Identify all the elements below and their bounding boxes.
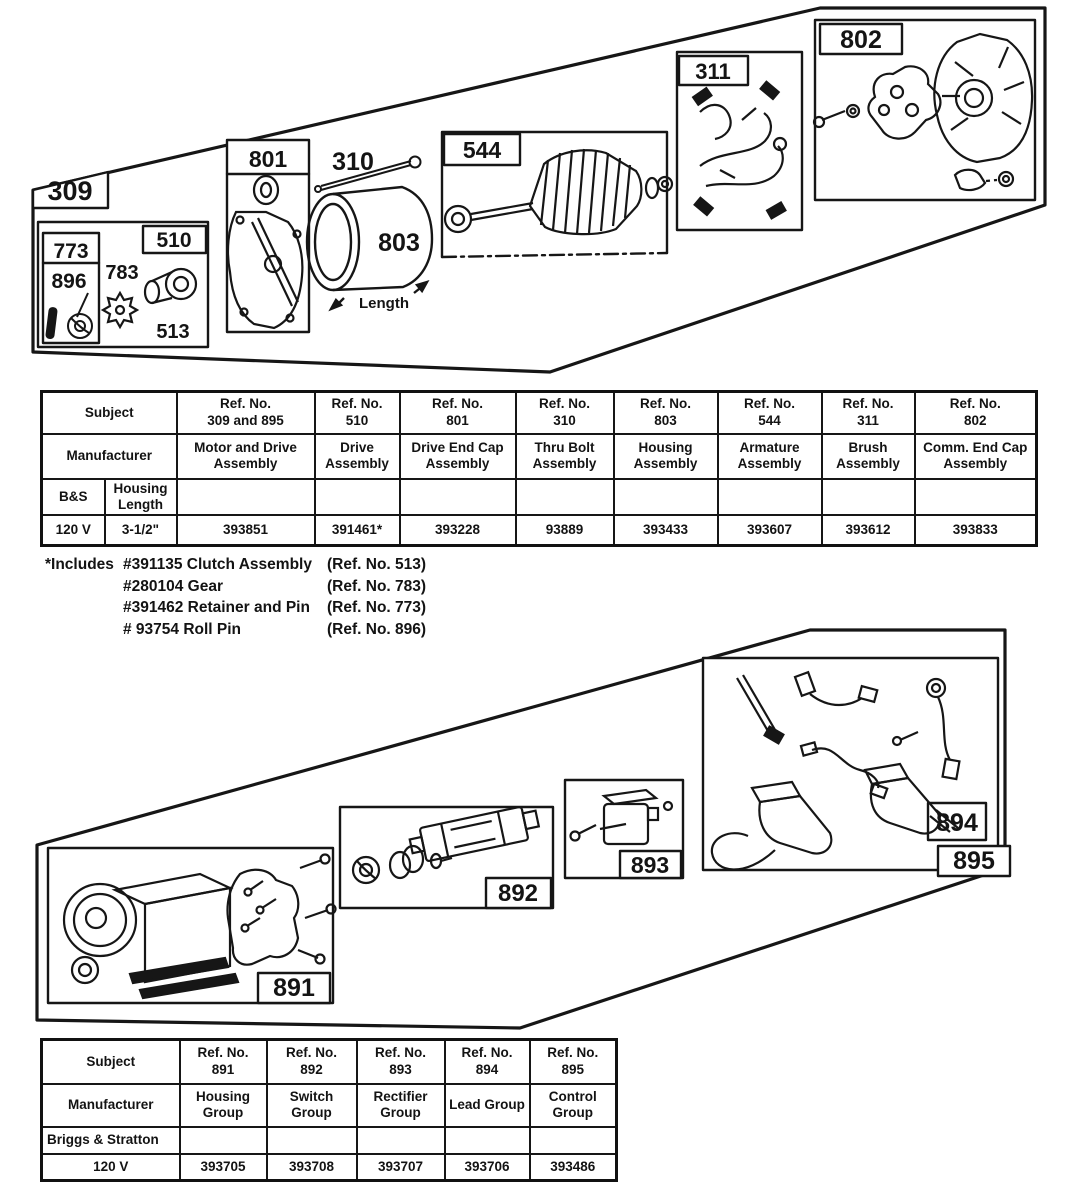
footnote-ref: (Ref. No. 783) xyxy=(327,577,427,595)
t2-empty-cell xyxy=(267,1127,357,1154)
footnote-lead xyxy=(45,597,123,619)
part-label-891: 891 xyxy=(273,974,315,1002)
t1-empty-cell xyxy=(614,479,718,516)
t1-ref-309: Ref. No. 309 and 895 xyxy=(177,392,315,434)
t2-part-number: 393708 xyxy=(267,1154,357,1181)
footnote-item: #391135 Clutch Assembly xyxy=(123,556,312,573)
part-label-510: 510 xyxy=(156,229,192,252)
part-label-895: 895 xyxy=(953,847,995,875)
t2-empty-cell xyxy=(530,1127,617,1154)
starter-motor-exploded-diagram xyxy=(0,0,1070,385)
t2-manufacturer-header: Manufacturer xyxy=(42,1084,180,1127)
t2-name-housing: Housing Group xyxy=(180,1084,267,1127)
t2-voltage-cell: 120 V xyxy=(42,1154,180,1181)
t1-part-number: 393433 xyxy=(614,515,718,545)
part-label-309: 309 xyxy=(47,176,93,206)
t1-empty-cell xyxy=(915,479,1037,516)
t2-part-number: 393707 xyxy=(357,1154,445,1181)
t1-ref-802: Ref. No. 802 xyxy=(915,392,1037,434)
t2-ref-895: Ref. No. 895 xyxy=(530,1040,617,1084)
t1-empty-cell xyxy=(177,479,315,516)
part-label-773: 773 xyxy=(53,240,89,263)
footnote-ref: (Ref. No. 773) xyxy=(327,599,427,616)
t1-part-number: 393833 xyxy=(915,515,1037,545)
t1-ref-310: Ref. No. 310 xyxy=(516,392,614,434)
t1-part-number: 393607 xyxy=(718,515,822,545)
t1-empty-cell xyxy=(315,479,400,516)
t2-ref-893: Ref. No. 893 xyxy=(357,1040,445,1084)
t1-empty-cell xyxy=(400,479,516,516)
footnote-item: #280104 Gear xyxy=(123,577,223,595)
part-label-513: 513 xyxy=(156,321,190,343)
t2-ref-891: Ref. No. 891 xyxy=(180,1040,267,1084)
footnote-lead: *Includes xyxy=(45,556,114,573)
t1-name-brush: Brush Assembly xyxy=(822,434,915,479)
part-label-311: 311 xyxy=(695,59,731,84)
footnote-ref: (Ref. No. 896) xyxy=(327,620,427,638)
t1-part-number: 393851 xyxy=(177,515,315,545)
part-label-803: 803 xyxy=(378,229,420,257)
part-label-802: 802 xyxy=(840,26,882,54)
part-label-892: 892 xyxy=(497,880,539,907)
footnote-lead xyxy=(45,576,123,598)
t2-part-number: 393705 xyxy=(180,1154,267,1181)
t2-ref-892: Ref. No. 892 xyxy=(267,1040,357,1084)
part-label-896: 896 xyxy=(51,270,87,293)
length-annotation: Length xyxy=(359,295,409,312)
part-label-544: 544 xyxy=(462,137,502,163)
t1-ref-544: Ref. No. 544 xyxy=(718,392,822,434)
t2-subject-header: Subject xyxy=(42,1040,180,1084)
t1-name-drive-end-cap: Drive End Cap Assembly xyxy=(400,434,516,479)
t2-name-rectifier: Rectifier Group xyxy=(357,1084,445,1127)
t1-subject-header: Subject xyxy=(42,392,177,434)
t2-empty-cell xyxy=(445,1127,530,1154)
t2-name-switch: Switch Group xyxy=(267,1084,357,1127)
starter-parts-table xyxy=(40,390,1038,547)
t2-name-lead: Lead Group xyxy=(445,1084,530,1127)
t1-part-number: 93889 xyxy=(516,515,614,545)
t1-length-value-cell: 3-1/2" xyxy=(105,515,177,545)
roll-pin-and-retainer-parts xyxy=(46,293,92,338)
part-label-894: 894 xyxy=(936,809,978,837)
part-label-783: 783 xyxy=(105,262,139,284)
t1-ref-510: Ref. No. 510 xyxy=(315,392,400,434)
t1-name-motor-drive: Motor and Drive Assembly xyxy=(177,434,315,479)
clutch-part xyxy=(145,269,196,303)
t1-part-number: 391461* xyxy=(315,515,400,545)
t2-brand-cell: Briggs & Stratton xyxy=(42,1127,180,1154)
t2-ref-894: Ref. No. 894 xyxy=(445,1040,530,1084)
t1-empty-cell xyxy=(718,479,822,516)
t2-empty-cell xyxy=(180,1127,267,1154)
t1-name-comm-end-cap: Comm. End Cap Assembly xyxy=(915,434,1037,479)
t2-name-control: Control Group xyxy=(530,1084,617,1127)
t2-part-number: 393706 xyxy=(445,1154,530,1181)
t1-voltage-cell: 120 V xyxy=(42,515,105,545)
t1-empty-cell xyxy=(516,479,614,516)
t2-empty-cell xyxy=(357,1127,445,1154)
t1-empty-cell xyxy=(822,479,915,516)
t1-bs-cell: B&S xyxy=(42,479,105,516)
alternator-parts-table xyxy=(40,1038,618,1182)
t1-ref-801: Ref. No. 801 xyxy=(400,392,516,434)
t1-ref-803: Ref. No. 803 xyxy=(614,392,718,434)
t1-part-number: 393228 xyxy=(400,515,516,545)
footnote-item: # 93754 Roll Pin xyxy=(123,620,242,638)
part-label-801: 801 xyxy=(248,146,288,172)
t2-part-number: 393486 xyxy=(530,1154,617,1181)
t1-name-housing: Housing Assembly xyxy=(614,434,718,479)
t1-part-number: 393612 xyxy=(822,515,915,545)
gear-part xyxy=(103,293,137,327)
t1-name-drive: Drive Assembly xyxy=(315,434,400,479)
t1-manufacturer-header: Manufacturer xyxy=(42,434,177,479)
t1-name-thru-bolt: Thru Bolt Assembly xyxy=(516,434,614,479)
footnote-ref: (Ref. No. 513) xyxy=(327,556,427,573)
part-label-893: 893 xyxy=(630,852,670,878)
part-label-310: 310 xyxy=(332,148,374,176)
t1-ref-311: Ref. No. 311 xyxy=(822,392,915,434)
t1-housing-length-cell: Housing Length xyxy=(105,479,177,516)
footnote-item: #391462 Retainer and Pin xyxy=(123,599,310,616)
t1-name-armature: Armature Assembly xyxy=(718,434,822,479)
alternator-exploded-diagram xyxy=(0,618,1070,1036)
